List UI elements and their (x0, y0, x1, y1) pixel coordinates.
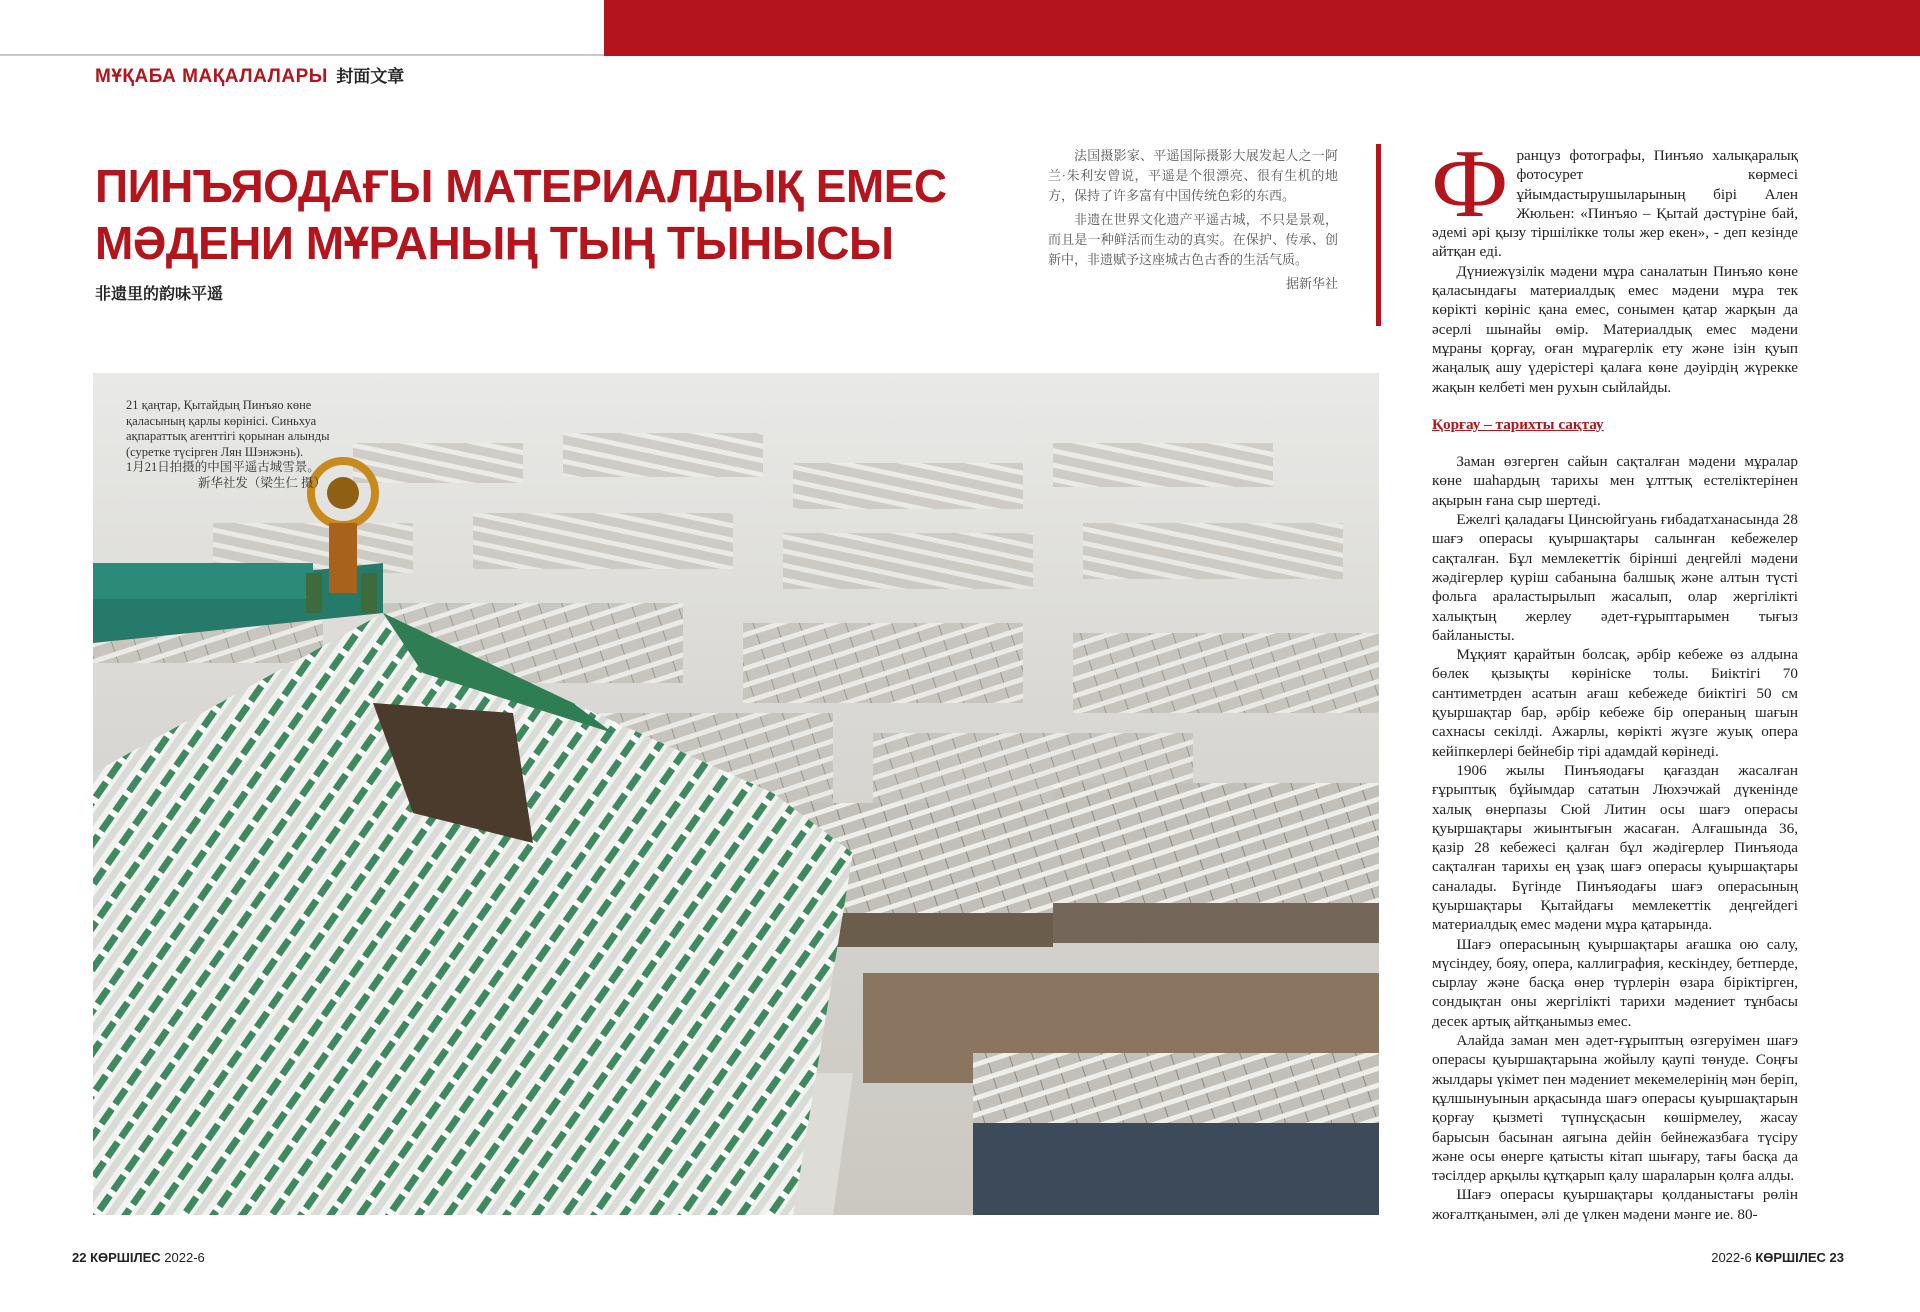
photo-caption-credit: 新华社发（梁生仁 摄） (197, 475, 326, 490)
section-heading: Қорғау – тарихты сақтау (1432, 415, 1604, 433)
dropcap: Ф (1431, 130, 1509, 238)
body-paragraph: Мұқият қарайтын болсақ, әрбір кебеже өз алдына бөлек қызықты көрініске толы. Биіктігі 70 сантиметрден асатын ағаш кебежеде биіктігі 50 см қуыршақтар бар, әрбір кебеже бір операның шағын сахнасы секілді. Ажарлы, көрікті жүзге жуық опера кейіпкерлері бейнебір тірі адамдай көрінеді. (1432, 646, 1798, 760)
magazine-name-left: КӨРШІЛЕС (90, 1250, 161, 1265)
body-paragraph: Шағэ операсының қуыршақтары ағашка ою салу, мүсіндеу, бояу, опера, каллиграфия, кескіндеу, бетперде, сырлау және басқа өнер түрлерін өзара біріктірген, сондықтан оны жергілікті тарихи мәдениет тұнбасы десек артық айтқанымыз емес. (1432, 935, 1798, 1030)
body-paragraph: Дүниежүзілік мәдени мұра саналатын Пинъяо көне қаласындағы материалдық емес мәдени мұра тек көрікті көрініс қана емес, сонымен қатар жарқын да әсерлі шынайы өмір. Материалдық емес мәдени мұраны қорғау, оған мұрагерлік ету және ізін қуып жаңалық ашу үдерістері қалаға көне дәуірдің жүрекке жақын келбеті мен рухын сыйлайды. (1432, 262, 1798, 396)
top-rule (0, 54, 604, 56)
body-paragraph: Шағэ операсы қуыршақтары қолданыстағы рөлін жоғалтқанымен, әлі де үлкен мәдени мәнге ие. 80- (1432, 1186, 1798, 1223)
page-number-left: 22 (72, 1250, 87, 1265)
photo-illustration (93, 373, 1379, 1215)
body-paragraph (1431, 130, 1798, 262)
section-label-cn: 封面文章 (336, 67, 405, 86)
page-number-right: 23 (1829, 1250, 1844, 1265)
photo-caption-kz: 21 қаңтар, Қытайдың Пинъяо көне қаласының қарлы көрінісі. Синьхуа ақпараттық агенттігі қорынан алынды (суретке түсірген Лян Шэнжэнь). (126, 398, 330, 459)
intro-paragraph: 非遗在世界文化遗产平遥古城，不只是景观，而且是一种鲜活而生动的真实。在保护、传承、创新中，非遗赋予这座城古色古香的生活气质。 (1048, 212, 1338, 267)
section-label-kz: МҰҚАБА МАҚАЛАЛАРЫ (95, 66, 328, 87)
footer-right (1711, 1250, 1844, 1265)
top-red-bar (604, 0, 1920, 56)
rooftops-photo (93, 373, 1379, 1215)
magazine-name-right: КӨРШІЛЕС (1755, 1250, 1826, 1265)
body-paragraph-text: ранцуз фотографы, Пинъяо халықаралық фотосурет көрмесі ұйымдастырушыларының бірі Ален Жюльен: «Пинъяо – Қытай дәстүріне бай, әдемі әрі қызу тіршілікке толы жер екен», - деп кезінде айтқан еді. (1432, 147, 1798, 261)
article-title-line1: ПИНЪЯОДАҒЫ МАТЕРИАЛДЫҚ ЕМЕС (95, 160, 947, 212)
intro-paragraph: 法国摄影家、平遥国际摄影大展发起人之一阿兰·朱利安曾说，平遥是个很漂亮、很有生机的地方，保持了许多富有中国传统色彩的东西。 (1048, 148, 1338, 203)
issue-right: 2022-6 (1711, 1250, 1752, 1265)
photo-caption (126, 398, 348, 491)
intro-divider (1376, 144, 1381, 326)
article-subtitle: 非遗里的韵味平遥 (95, 286, 224, 303)
article-body (1431, 130, 1798, 1224)
body-paragraph: Алайда заман мен әдет-ғұрыптың өзгеруімен шағэ операсы қуыршақтарына жойылу қаупі төнуде. Соңғы жылдары үкімет пен мәдениет мекемелерінің мән беріп, құлшынуынын арқасында шағэ операсы қуыршақтарын қорғау қызметі түпнұсқасын көшірмелеу, жасау барысын басынан аягына дейін бейнежазбаға түсіру және осы өнерге қатысты кітап шығару, тағы басқа да тәсілдер арқылы құтқарып қалу шараларын қолға алды. (1432, 1032, 1798, 1185)
issue-left: 2022-6 (164, 1250, 205, 1265)
photo-caption-cn: 1月21日拍摄的中国平遥古城雪景。 (126, 460, 320, 474)
body-paragraph: 1906 жылы Пинъяодағы қағаздан жасалған ғұрыптық бұйымдар сататын Люхэчжай дүкенінде халық өнерпазы Сюй Литин осы шағэ операсы қуыршақтары жиынтығын жасаған. Алғашында 36, қазір 28 кебежесі қалған бұл жәдігерлер Пинъяода сақталған тарихы ең ұзақ шағэ операсы қуыршақтары саналады. Бүгінде Пинъяодағы шағэ операсының қуыршақтары Қытайдағы мемлекеттік деңгейдегі материалдық емес мәдени мұра қатарында. (1432, 761, 1798, 934)
body-paragraph: Ежелгі қаладағы Цинсюйгуань ғибадатханасында 28 шағэ операсы қуыршақтары салынған кебежелер сақталған. Бұл мемлекеттік бірінші деңгейлі мәдени жәдігерлер қуріш сабанына балшық және алтын түсті фольга араластырылып жасалып, олар жергілікті халықтың жерлеу әдет-ғұрыптарымен тығыз байланысты. (1432, 511, 1798, 644)
intro-box (1048, 146, 1338, 298)
intro-source: 据新华社 (1285, 276, 1338, 291)
article-title (95, 158, 995, 272)
section-label (95, 62, 404, 88)
article-title-line2: МӘДЕНИ МҰРАНЫҢ ТЫҢ ТЫНЫСЫ (95, 217, 894, 269)
footer-left (72, 1250, 205, 1265)
body-paragraph: Заман өзгерген сайын сақталған мәдени мұралар көне шаһардың тарихы мен ұлттық естеліктерінен ақырын ғана сыр шертеді. (1432, 453, 1798, 509)
